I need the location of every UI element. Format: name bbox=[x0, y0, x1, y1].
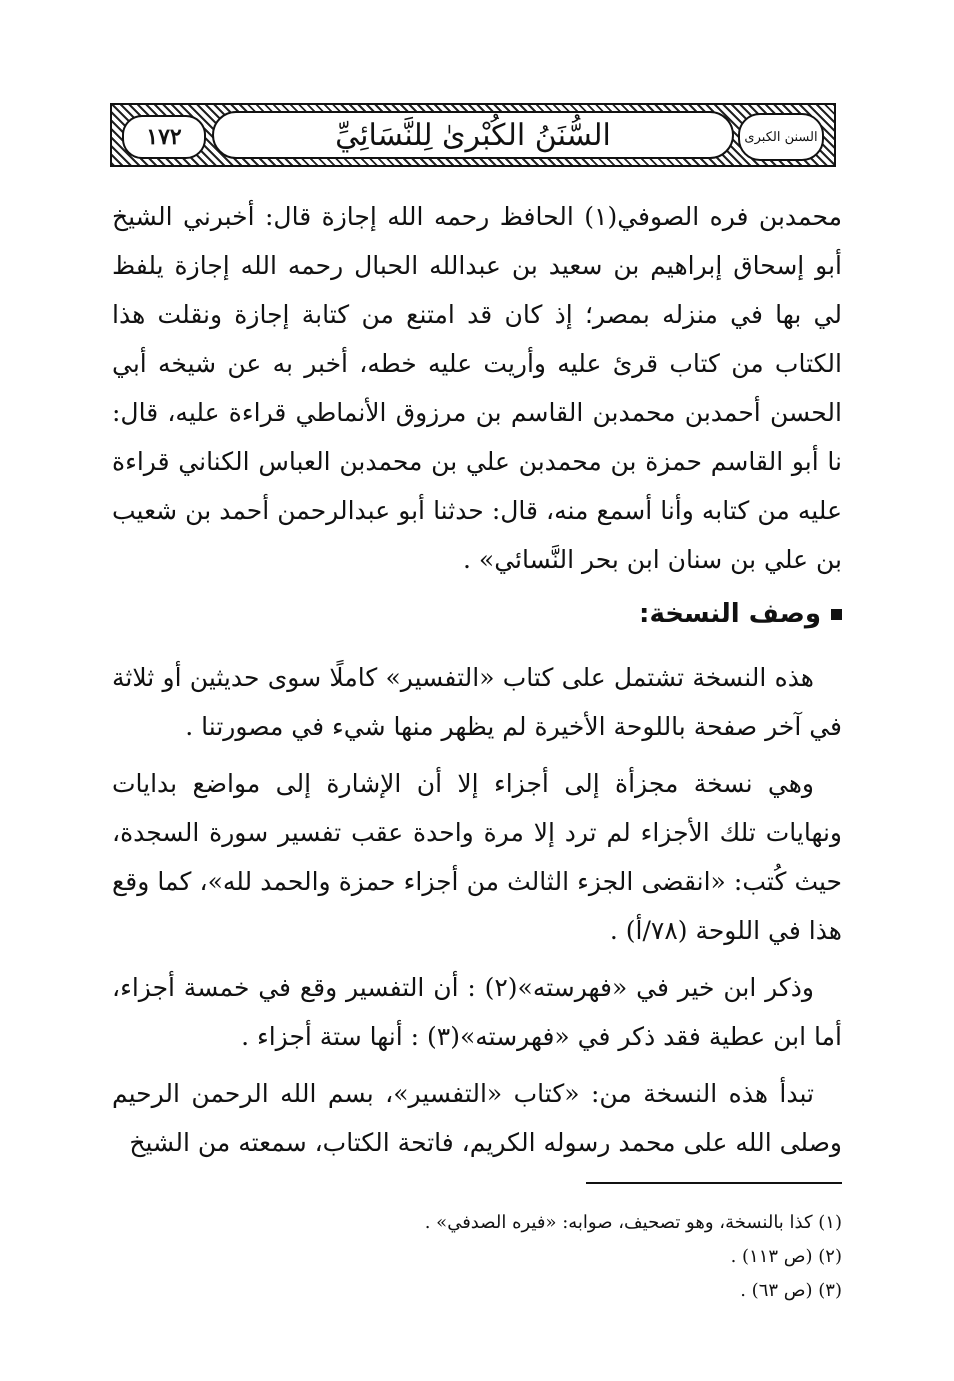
footnote-3: (٣) (ص ٦٣) . bbox=[740, 1280, 842, 1301]
book-title: السُّنَنُ الكُبْرىٰ لِلنَّسَائِيِّ bbox=[335, 117, 611, 153]
footnote-1: (١) كذا بالنسخة، وهو تصحيف، صوابه: «فيره الصدفي» . bbox=[424, 1212, 842, 1233]
paragraph-description: هذه النسخة تشتمل على كتاب «التفسير» كاملًا سوى حديثين أو ثلاثة في آخر صفحة باللوحة الأخيرة لم يظهر منها شيء في مصورتنا . bbox=[112, 663, 842, 741]
paragraph-parts: وهي نسخة مجزأة إلى أجزاء إلا أن الإشارة إلى مواضع بدايات ونهايات تلك الأجزاء لم ترد إلا مرة واحدة عقب تفسير سورة السجدة، حيث كُتب: «انقضى الجزء الثالث من أجزاء حمزة والحمد لله»، كما وقع هذا في اللوحة (٧٨/أ) . bbox=[112, 769, 842, 945]
section-heading bbox=[112, 590, 842, 639]
book-seal-logo: السنن الكبرى bbox=[738, 113, 824, 161]
paragraph-isnad: محمدبن فره الصوفي(١) الحافظ رحمه الله إجازة قال: أخبرني الشيخ أبو إسحاق إبراهيم بن سعيد بن عبدالله الحبال رحمه الله إجازة يلفظ لي بها في منزله بمصر؛ إذ كان قد امتنع من كتابة إجازة ونقلت هذا الكتاب من كتاب قرئ عليه وأريت عليه خطه، أخبر به عن شيخه أبي الحسن أحمدبن محمدبن القاسم بن مرزوق الأنماطي قراءة عليه، قال: نا أبو القاسم حمزة بن محمدبن علي بن محمدبن العباس الكناني قراءة عليه من كتابه وأنا أسمع منه، قال: حدثنا أبو عبدالرحمن أحمد بن شعيب بن علي بن سنان ابن بحر النَّسائي» . bbox=[112, 202, 843, 574]
page-number: ١٧٢ bbox=[122, 115, 206, 159]
paragraph-beginning: تبدأ هذه النسخة من: «كتاب «التفسير»، بسم الله الرحمن الرحيم وصلى الله على محمد رسوله الكريم، فاتحة الكتاب، سمعته من الشيخ bbox=[112, 1079, 842, 1157]
section-heading-text: وصف النسخة: bbox=[639, 599, 821, 629]
footnote-2: (٢) (ص ١١٣) . bbox=[730, 1246, 842, 1267]
paragraph-fihrist: وذكر ابن خير في «فهرسته»(٢) : أن التفسير وقع في خمسة أجزاء، أما ابن عطية فقد ذكر في «فهرسته»(٣) : أنها ستة أجزاء . bbox=[112, 973, 842, 1051]
page-header-frame bbox=[110, 103, 836, 167]
bullet-square-icon bbox=[831, 609, 842, 620]
page-body bbox=[112, 192, 842, 1167]
header-cartouche bbox=[212, 111, 734, 159]
footnotes bbox=[112, 1206, 842, 1308]
footnote-separator bbox=[586, 1182, 842, 1184]
